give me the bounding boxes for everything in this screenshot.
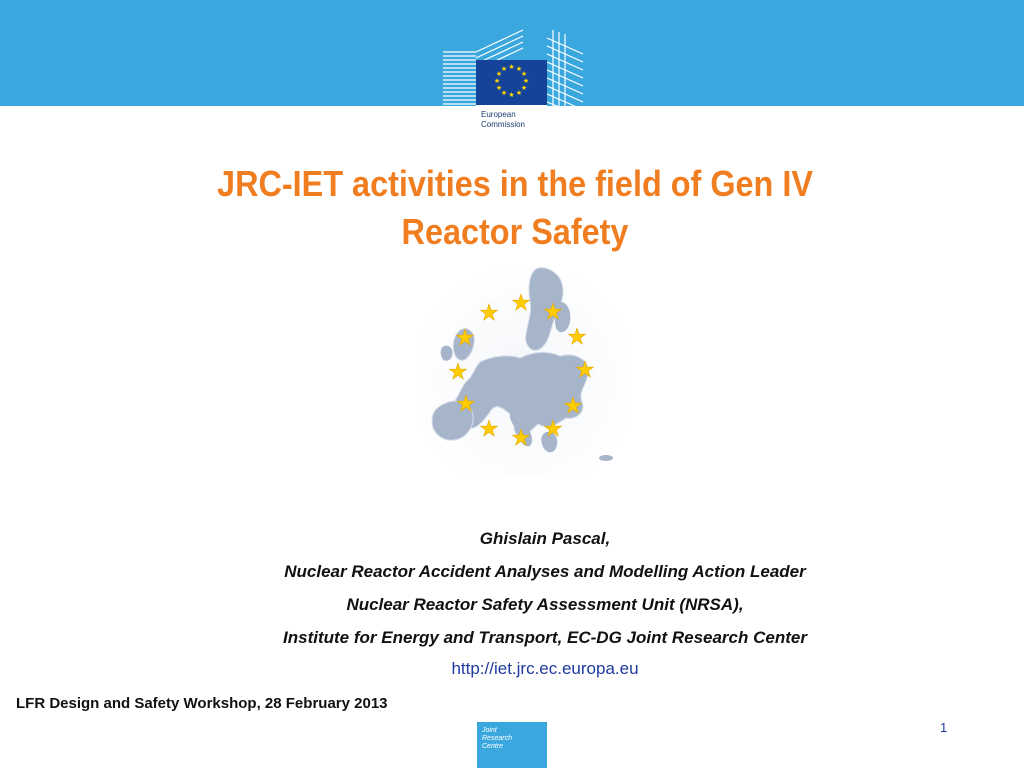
page-number: 1: [940, 720, 948, 735]
european-commission-logo: [443, 28, 583, 144]
svg-text:★: ★: [515, 89, 523, 97]
website-link[interactable]: http://iet.jrc.ec.europa.eu: [451, 659, 639, 678]
author-info: [180, 527, 910, 659]
svg-text:★: ★: [520, 84, 528, 92]
ec-logo-label: European Commission: [481, 110, 526, 129]
svg-text:★: ★: [508, 63, 515, 71]
ec-logo-label-box: [476, 105, 547, 142]
svg-text:★: ★: [543, 417, 563, 442]
svg-text:★: ★: [515, 65, 523, 73]
svg-text:★: ★: [520, 70, 528, 78]
svg-text:★: ★: [495, 70, 503, 78]
title-line-1: JRC-IET activities in the field of Gen IV: [217, 163, 813, 204]
author-role: Nuclear Reactor Accident Analyses and Modelling Action Leader: [284, 562, 806, 581]
svg-text:★: ★: [448, 360, 468, 385]
title-line-2: Reactor Safety: [401, 211, 629, 252]
svg-text:★: ★: [500, 89, 508, 97]
svg-text:★: ★: [543, 300, 563, 325]
author-unit: Nuclear Reactor Safety Assessment Unit (NRSA),: [346, 595, 744, 614]
svg-text:★: ★: [479, 301, 499, 326]
europe-map-icon: [420, 262, 630, 477]
svg-text:★: ★: [563, 394, 583, 419]
svg-text:★: ★: [575, 358, 595, 383]
jrc-logo-label: Joint Research Centre: [482, 727, 512, 750]
author-name: Ghislain Pascal,: [479, 529, 611, 548]
svg-text:★: ★: [456, 392, 476, 417]
workshop-label: LFR Design and Safety Workshop, 28 February 2013: [16, 695, 388, 712]
svg-text:★: ★: [522, 77, 530, 85]
svg-text:★: ★: [495, 84, 503, 92]
svg-text:★: ★: [508, 91, 515, 99]
author-institute: Institute for Energy and Transport, EC-DG Joint Research Center: [283, 628, 807, 647]
svg-text:★: ★: [479, 417, 499, 442]
svg-text:★: ★: [500, 65, 508, 73]
europe-map-image: [420, 262, 630, 477]
svg-text:★: ★: [493, 77, 501, 85]
svg-text:★: ★: [511, 291, 531, 316]
slide-title: [142, 160, 889, 256]
jrc-logo: [477, 722, 547, 768]
svg-text:★: ★: [455, 326, 475, 351]
svg-text:★: ★: [511, 426, 531, 451]
svg-text:★: ★: [567, 325, 587, 350]
